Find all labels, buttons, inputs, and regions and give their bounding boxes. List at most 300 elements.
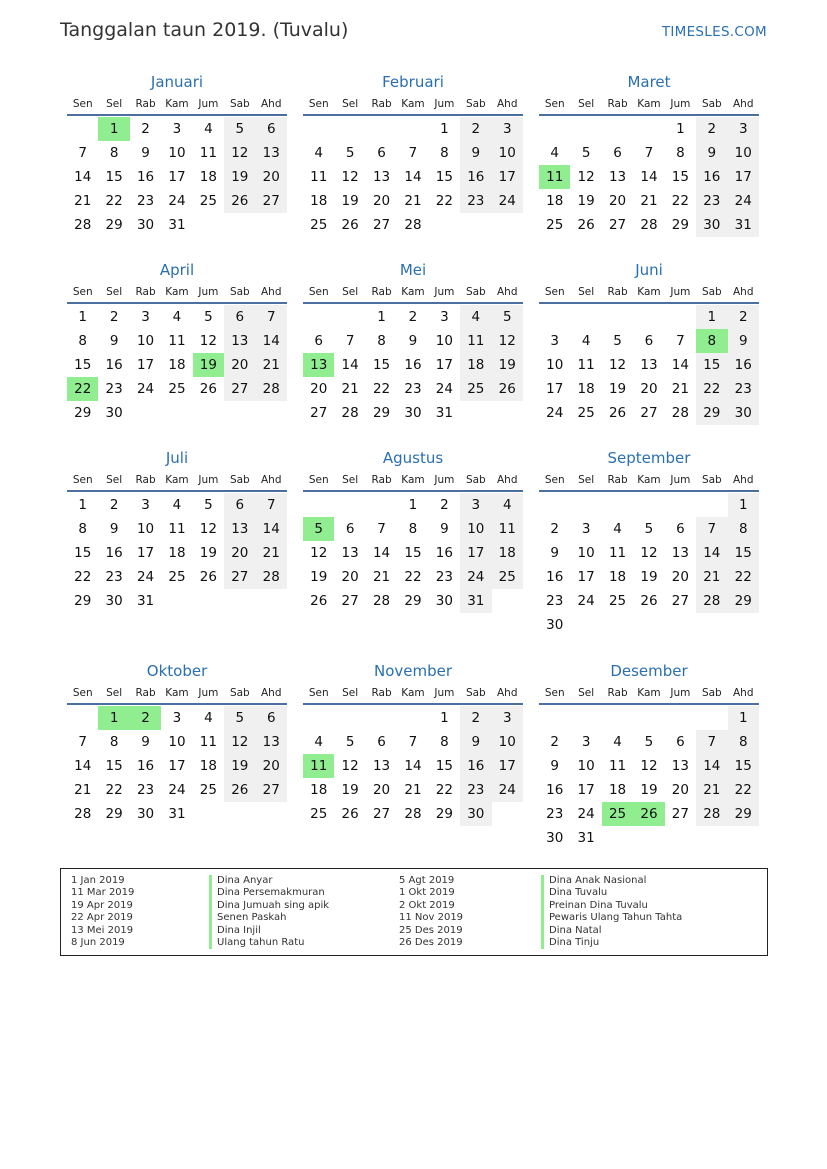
day-cell[interactable]: 13 <box>671 758 689 774</box>
day-cell[interactable]: 23 <box>728 377 759 401</box>
day-cell[interactable]: 25 <box>199 782 217 798</box>
day-cell[interactable]: 15 <box>671 169 689 185</box>
day-cell[interactable]: 27 <box>372 806 391 822</box>
day-cell[interactable]: 24 <box>136 569 155 585</box>
day-cell[interactable]: 15 <box>74 545 92 561</box>
day-cell[interactable]: 27 <box>608 217 627 233</box>
day-cell[interactable]: 19 <box>577 193 595 209</box>
day-cell[interactable]: 15 <box>435 758 453 774</box>
day-cell[interactable]: 5 <box>224 117 255 141</box>
day-cell[interactable]: 29 <box>404 593 422 609</box>
day-cell[interactable]: 29 <box>105 217 123 233</box>
day-cell[interactable]: 26 <box>341 217 359 233</box>
day-cell[interactable]: 10 <box>460 517 491 541</box>
day-cell[interactable]: 29 <box>671 217 689 233</box>
day-cell[interactable]: 16 <box>105 545 123 561</box>
day-cell[interactable]: 21 <box>640 193 658 209</box>
day-cell[interactable]: 22 <box>105 193 123 209</box>
day-cell[interactable]: 28 <box>74 806 92 822</box>
day-cell[interactable]: 15 <box>728 541 759 565</box>
day-cell[interactable]: 21 <box>404 782 422 798</box>
day-cell[interactable]: 5 <box>345 734 355 750</box>
day-cell[interactable]: 1 <box>78 497 87 513</box>
day-cell[interactable]: 7 <box>408 145 418 161</box>
day-cell[interactable]: 9 <box>550 545 559 561</box>
day-cell[interactable]: 5 <box>644 521 654 537</box>
day-cell[interactable]: 1 <box>98 706 129 730</box>
day-cell[interactable]: 27 <box>372 217 391 233</box>
day-cell[interactable]: 17 <box>435 357 453 373</box>
day-cell[interactable]: 1 <box>440 710 449 726</box>
day-cell[interactable]: 19 <box>224 754 255 778</box>
day-cell[interactable]: 8 <box>676 145 685 161</box>
day-cell[interactable]: 4 <box>314 145 323 161</box>
day-cell[interactable]: 11 <box>310 169 328 185</box>
day-cell[interactable]: 21 <box>372 569 391 585</box>
day-cell[interactable]: 8 <box>408 521 418 537</box>
day-cell[interactable]: 7 <box>345 333 355 349</box>
day-cell[interactable]: 9 <box>109 333 119 349</box>
day-cell[interactable]: 6 <box>256 117 287 141</box>
day-cell[interactable]: 15 <box>404 545 422 561</box>
day-cell[interactable]: 26 <box>633 802 664 826</box>
day-cell[interactable]: 31 <box>577 830 595 846</box>
day-cell[interactable]: 25 <box>168 381 186 397</box>
day-cell[interactable]: 1 <box>676 121 685 137</box>
day-cell[interactable]: 21 <box>341 381 359 397</box>
day-cell[interactable]: 26 <box>577 217 595 233</box>
day-cell[interactable]: 30 <box>136 217 155 233</box>
day-cell[interactable]: 17 <box>492 754 523 778</box>
day-cell[interactable]: 1 <box>377 309 386 325</box>
day-cell[interactable]: 28 <box>404 806 422 822</box>
day-cell[interactable]: 13 <box>372 758 391 774</box>
day-cell[interactable]: 24 <box>546 405 564 421</box>
day-cell[interactable]: 18 <box>577 381 595 397</box>
day-cell[interactable]: 6 <box>224 493 255 517</box>
day-cell[interactable]: 26 <box>310 593 328 609</box>
day-cell[interactable]: 3 <box>460 493 491 517</box>
day-cell[interactable]: 25 <box>492 565 523 589</box>
day-cell[interactable]: 16 <box>136 169 155 185</box>
day-cell[interactable]: 8 <box>728 730 759 754</box>
day-cell[interactable]: 5 <box>303 517 334 541</box>
day-cell[interactable]: 22 <box>435 782 453 798</box>
day-cell[interactable]: 29 <box>74 593 92 609</box>
day-cell[interactable]: 1 <box>728 706 759 730</box>
day-cell[interactable]: 26 <box>199 569 217 585</box>
day-cell[interactable]: 12 <box>224 141 255 165</box>
day-cell[interactable]: 21 <box>404 193 422 209</box>
day-cell[interactable]: 12 <box>492 329 523 353</box>
day-cell[interactable]: 23 <box>460 189 491 213</box>
day-cell[interactable]: 18 <box>546 193 564 209</box>
day-cell[interactable]: 25 <box>310 217 328 233</box>
day-cell[interactable]: 11 <box>460 329 491 353</box>
day-cell[interactable]: 2 <box>109 309 119 325</box>
day-cell[interactable]: 5 <box>204 309 213 325</box>
day-cell[interactable]: 27 <box>224 565 255 589</box>
day-cell[interactable]: 20 <box>224 541 255 565</box>
day-cell[interactable]: 25 <box>168 569 186 585</box>
day-cell[interactable]: 19 <box>310 569 328 585</box>
day-cell[interactable]: 1 <box>408 497 418 513</box>
day-cell[interactable]: 26 <box>608 405 627 421</box>
day-cell[interactable]: 8 <box>377 333 386 349</box>
day-cell[interactable]: 14 <box>372 545 391 561</box>
day-cell[interactable]: 30 <box>105 405 123 421</box>
day-cell[interactable]: 14 <box>404 758 422 774</box>
day-cell[interactable]: 19 <box>608 381 627 397</box>
day-cell[interactable]: 13 <box>671 545 689 561</box>
day-cell[interactable]: 5 <box>224 706 255 730</box>
day-cell[interactable]: 30 <box>546 830 564 846</box>
day-cell[interactable]: 2 <box>460 117 491 141</box>
day-cell[interactable]: 28 <box>696 589 727 613</box>
day-cell[interactable]: 17 <box>136 545 155 561</box>
day-cell[interactable]: 12 <box>341 169 359 185</box>
day-cell[interactable]: 19 <box>193 353 224 377</box>
day-cell[interactable]: 4 <box>172 497 182 513</box>
day-cell[interactable]: 2 <box>141 121 150 137</box>
day-cell[interactable]: 28 <box>671 405 689 421</box>
day-cell[interactable]: 11 <box>492 517 523 541</box>
day-cell[interactable]: 27 <box>671 806 689 822</box>
day-cell[interactable]: 7 <box>256 493 287 517</box>
day-cell[interactable]: 11 <box>199 145 217 161</box>
day-cell[interactable]: 1 <box>696 305 727 329</box>
day-cell[interactable]: 4 <box>204 710 213 726</box>
day-cell[interactable]: 31 <box>460 589 491 613</box>
day-cell[interactable]: 10 <box>492 730 523 754</box>
day-cell[interactable]: 17 <box>577 569 595 585</box>
day-cell[interactable]: 3 <box>581 521 591 537</box>
day-cell[interactable]: 22 <box>435 193 453 209</box>
day-cell[interactable]: 16 <box>546 782 564 798</box>
day-cell[interactable]: 23 <box>136 193 155 209</box>
day-cell[interactable]: 18 <box>199 169 217 185</box>
day-cell[interactable]: 24 <box>168 782 186 798</box>
day-cell[interactable]: 23 <box>546 593 564 609</box>
day-cell[interactable]: 2 <box>408 309 418 325</box>
day-cell[interactable]: 9 <box>141 734 150 750</box>
day-cell[interactable]: 25 <box>546 217 564 233</box>
day-cell[interactable]: 28 <box>341 405 359 421</box>
day-cell[interactable]: 31 <box>136 593 155 609</box>
day-cell[interactable]: 20 <box>372 193 391 209</box>
day-cell[interactable]: 21 <box>74 193 92 209</box>
day-cell[interactable]: 22 <box>105 782 123 798</box>
day-cell[interactable]: 18 <box>608 569 627 585</box>
day-cell[interactable]: 30 <box>105 593 123 609</box>
day-cell[interactable]: 17 <box>546 381 564 397</box>
day-cell[interactable]: 28 <box>404 217 422 233</box>
day-cell[interactable]: 14 <box>74 169 92 185</box>
day-cell[interactable]: 17 <box>492 165 523 189</box>
day-cell[interactable]: 30 <box>460 802 491 826</box>
day-cell[interactable]: 9 <box>408 333 418 349</box>
day-cell[interactable]: 13 <box>640 357 658 373</box>
day-cell[interactable]: 11 <box>168 521 186 537</box>
day-cell[interactable]: 10 <box>168 734 186 750</box>
day-cell[interactable]: 13 <box>256 730 287 754</box>
day-cell[interactable]: 13 <box>341 545 359 561</box>
day-cell[interactable]: 12 <box>640 758 658 774</box>
day-cell[interactable]: 5 <box>581 145 591 161</box>
day-cell[interactable]: 6 <box>345 521 355 537</box>
day-cell[interactable]: 22 <box>74 569 92 585</box>
day-cell[interactable]: 18 <box>608 782 627 798</box>
day-cell[interactable]: 24 <box>435 381 453 397</box>
day-cell[interactable]: 19 <box>341 193 359 209</box>
day-cell[interactable]: 9 <box>728 329 759 353</box>
day-cell[interactable]: 17 <box>136 357 155 373</box>
day-cell[interactable]: 9 <box>460 141 491 165</box>
day-cell[interactable]: 22 <box>728 778 759 802</box>
day-cell[interactable]: 11 <box>303 754 334 778</box>
day-cell[interactable]: 13 <box>372 169 391 185</box>
day-cell[interactable]: 28 <box>256 565 287 589</box>
day-cell[interactable]: 28 <box>256 377 287 401</box>
day-cell[interactable]: 29 <box>728 802 759 826</box>
day-cell[interactable]: 10 <box>136 521 155 537</box>
day-cell[interactable]: 16 <box>546 569 564 585</box>
day-cell[interactable]: 15 <box>105 758 123 774</box>
day-cell[interactable]: 3 <box>550 333 559 349</box>
day-cell[interactable]: 28 <box>372 593 391 609</box>
day-cell[interactable]: 14 <box>404 169 422 185</box>
day-cell[interactable]: 19 <box>640 782 658 798</box>
day-cell[interactable]: 14 <box>696 541 727 565</box>
day-cell[interactable]: 1 <box>98 117 129 141</box>
day-cell[interactable]: 6 <box>314 333 323 349</box>
day-cell[interactable]: 25 <box>310 806 328 822</box>
day-cell[interactable]: 21 <box>74 782 92 798</box>
day-cell[interactable]: 4 <box>581 333 591 349</box>
day-cell[interactable]: 1 <box>728 493 759 517</box>
day-cell[interactable]: 7 <box>676 333 685 349</box>
day-cell[interactable]: 15 <box>435 169 453 185</box>
day-cell[interactable]: 8 <box>109 734 119 750</box>
day-cell[interactable]: 19 <box>640 569 658 585</box>
day-cell[interactable]: 18 <box>199 758 217 774</box>
day-cell[interactable]: 10 <box>728 141 759 165</box>
day-cell[interactable]: 16 <box>460 754 491 778</box>
day-cell[interactable]: 31 <box>728 213 759 237</box>
day-cell[interactable]: 7 <box>696 517 727 541</box>
day-cell[interactable]: 6 <box>256 706 287 730</box>
day-cell[interactable]: 7 <box>696 730 727 754</box>
day-cell[interactable]: 21 <box>256 541 287 565</box>
day-cell[interactable]: 29 <box>435 806 453 822</box>
day-cell[interactable]: 23 <box>696 189 727 213</box>
day-cell[interactable]: 23 <box>105 569 123 585</box>
day-cell[interactable]: 29 <box>372 405 391 421</box>
day-cell[interactable]: 11 <box>199 734 217 750</box>
day-cell[interactable]: 3 <box>172 710 182 726</box>
day-cell[interactable]: 15 <box>372 357 391 373</box>
day-cell[interactable]: 31 <box>168 806 186 822</box>
day-cell[interactable]: 12 <box>640 545 658 561</box>
day-cell[interactable]: 18 <box>460 353 491 377</box>
day-cell[interactable]: 10 <box>136 333 155 349</box>
day-cell[interactable]: 29 <box>696 401 727 425</box>
day-cell[interactable]: 14 <box>671 357 689 373</box>
day-cell[interactable]: 5 <box>345 145 355 161</box>
day-cell[interactable]: 20 <box>640 381 658 397</box>
day-cell[interactable]: 4 <box>172 309 182 325</box>
day-cell[interactable]: 11 <box>608 758 627 774</box>
day-cell[interactable]: 3 <box>440 309 449 325</box>
day-cell[interactable]: 16 <box>460 165 491 189</box>
day-cell[interactable]: 12 <box>577 169 595 185</box>
day-cell[interactable]: 3 <box>492 117 523 141</box>
day-cell[interactable]: 3 <box>172 121 182 137</box>
day-cell[interactable]: 19 <box>224 165 255 189</box>
day-cell[interactable]: 4 <box>314 734 323 750</box>
day-cell[interactable]: 6 <box>676 521 685 537</box>
day-cell[interactable]: 25 <box>460 377 491 401</box>
day-cell[interactable]: 30 <box>435 593 453 609</box>
day-cell[interactable]: 20 <box>671 569 689 585</box>
day-cell[interactable]: 21 <box>671 381 689 397</box>
day-cell[interactable]: 20 <box>256 754 287 778</box>
day-cell[interactable]: 12 <box>341 758 359 774</box>
day-cell[interactable]: 24 <box>460 565 491 589</box>
day-cell[interactable]: 20 <box>224 353 255 377</box>
day-cell[interactable]: 28 <box>696 802 727 826</box>
day-cell[interactable]: 25 <box>608 593 627 609</box>
day-cell[interactable]: 9 <box>141 145 150 161</box>
day-cell[interactable]: 20 <box>256 165 287 189</box>
day-cell[interactable]: 20 <box>310 381 328 397</box>
day-cell[interactable]: 26 <box>341 806 359 822</box>
day-cell[interactable]: 5 <box>644 734 654 750</box>
day-cell[interactable]: 23 <box>404 381 422 397</box>
day-cell[interactable]: 2 <box>550 521 559 537</box>
day-cell[interactable]: 8 <box>728 517 759 541</box>
day-cell[interactable]: 3 <box>141 497 150 513</box>
day-cell[interactable]: 24 <box>492 189 523 213</box>
day-cell[interactable]: 26 <box>640 593 658 609</box>
day-cell[interactable]: 30 <box>136 806 155 822</box>
day-cell[interactable]: 6 <box>676 734 685 750</box>
day-cell[interactable]: 22 <box>372 381 391 397</box>
day-cell[interactable]: 23 <box>435 569 453 585</box>
day-cell[interactable]: 18 <box>168 357 186 373</box>
day-cell[interactable]: 2 <box>728 305 759 329</box>
day-cell[interactable]: 10 <box>435 333 453 349</box>
day-cell[interactable]: 28 <box>640 217 658 233</box>
day-cell[interactable]: 26 <box>199 381 217 397</box>
day-cell[interactable]: 19 <box>341 782 359 798</box>
day-cell[interactable]: 8 <box>440 145 449 161</box>
day-cell[interactable]: 24 <box>168 193 186 209</box>
day-cell[interactable]: 10 <box>577 545 595 561</box>
day-cell[interactable]: 22 <box>696 377 727 401</box>
day-cell[interactable]: 23 <box>136 782 155 798</box>
day-cell[interactable]: 22 <box>728 565 759 589</box>
day-cell[interactable]: 2 <box>130 706 161 730</box>
day-cell[interactable]: 11 <box>577 357 595 373</box>
day-cell[interactable]: 1 <box>440 121 449 137</box>
day-cell[interactable]: 5 <box>613 333 622 349</box>
day-cell[interactable]: 2 <box>109 497 119 513</box>
day-cell[interactable]: 8 <box>440 734 449 750</box>
day-cell[interactable]: 4 <box>613 521 622 537</box>
day-cell[interactable]: 13 <box>608 169 627 185</box>
day-cell[interactable]: 3 <box>728 117 759 141</box>
day-cell[interactable]: 16 <box>105 357 123 373</box>
day-cell[interactable]: 14 <box>696 754 727 778</box>
day-cell[interactable]: 17 <box>728 165 759 189</box>
day-cell[interactable]: 23 <box>105 381 123 397</box>
day-cell[interactable]: 31 <box>168 217 186 233</box>
day-cell[interactable]: 7 <box>644 145 654 161</box>
day-cell[interactable]: 6 <box>644 333 654 349</box>
day-cell[interactable]: 22 <box>404 569 422 585</box>
day-cell[interactable]: 16 <box>696 165 727 189</box>
day-cell[interactable]: 20 <box>372 782 391 798</box>
day-cell[interactable]: 5 <box>492 305 523 329</box>
day-cell[interactable]: 26 <box>224 189 255 213</box>
day-cell[interactable]: 10 <box>492 141 523 165</box>
day-cell[interactable]: 29 <box>105 806 123 822</box>
day-cell[interactable]: 9 <box>460 730 491 754</box>
day-cell[interactable]: 17 <box>577 782 595 798</box>
day-cell[interactable]: 8 <box>109 145 119 161</box>
day-cell[interactable]: 11 <box>168 333 186 349</box>
day-cell[interactable]: 10 <box>577 758 595 774</box>
day-cell[interactable]: 25 <box>602 802 633 826</box>
day-cell[interactable]: 2 <box>460 706 491 730</box>
day-cell[interactable]: 2 <box>440 497 449 513</box>
day-cell[interactable]: 30 <box>696 213 727 237</box>
day-cell[interactable]: 1 <box>78 309 87 325</box>
day-cell[interactable]: 18 <box>492 541 523 565</box>
day-cell[interactable]: 4 <box>492 493 523 517</box>
day-cell[interactable]: 27 <box>224 377 255 401</box>
day-cell[interactable]: 29 <box>728 589 759 613</box>
day-cell[interactable]: 8 <box>78 521 87 537</box>
day-cell[interactable]: 21 <box>696 565 727 589</box>
day-cell[interactable]: 6 <box>613 145 622 161</box>
day-cell[interactable]: 7 <box>78 734 87 750</box>
day-cell[interactable]: 20 <box>608 193 627 209</box>
day-cell[interactable]: 16 <box>728 353 759 377</box>
day-cell[interactable]: 13 <box>224 517 255 541</box>
day-cell[interactable]: 19 <box>199 545 217 561</box>
day-cell[interactable]: 17 <box>168 758 186 774</box>
day-cell[interactable]: 27 <box>341 593 359 609</box>
day-cell[interactable]: 3 <box>141 309 150 325</box>
day-cell[interactable]: 16 <box>136 758 155 774</box>
day-cell[interactable]: 12 <box>199 333 217 349</box>
day-cell[interactable]: 4 <box>204 121 213 137</box>
day-cell[interactable]: 14 <box>74 758 92 774</box>
day-cell[interactable]: 21 <box>256 353 287 377</box>
day-cell[interactable]: 22 <box>67 377 98 401</box>
day-cell[interactable]: 9 <box>696 141 727 165</box>
day-cell[interactable]: 14 <box>256 517 287 541</box>
day-cell[interactable]: 9 <box>550 758 559 774</box>
day-cell[interactable]: 24 <box>577 593 595 609</box>
day-cell[interactable]: 2 <box>550 734 559 750</box>
day-cell[interactable]: 27 <box>671 593 689 609</box>
day-cell[interactable]: 31 <box>435 405 453 421</box>
day-cell[interactable]: 23 <box>546 806 564 822</box>
day-cell[interactable]: 24 <box>577 806 595 822</box>
